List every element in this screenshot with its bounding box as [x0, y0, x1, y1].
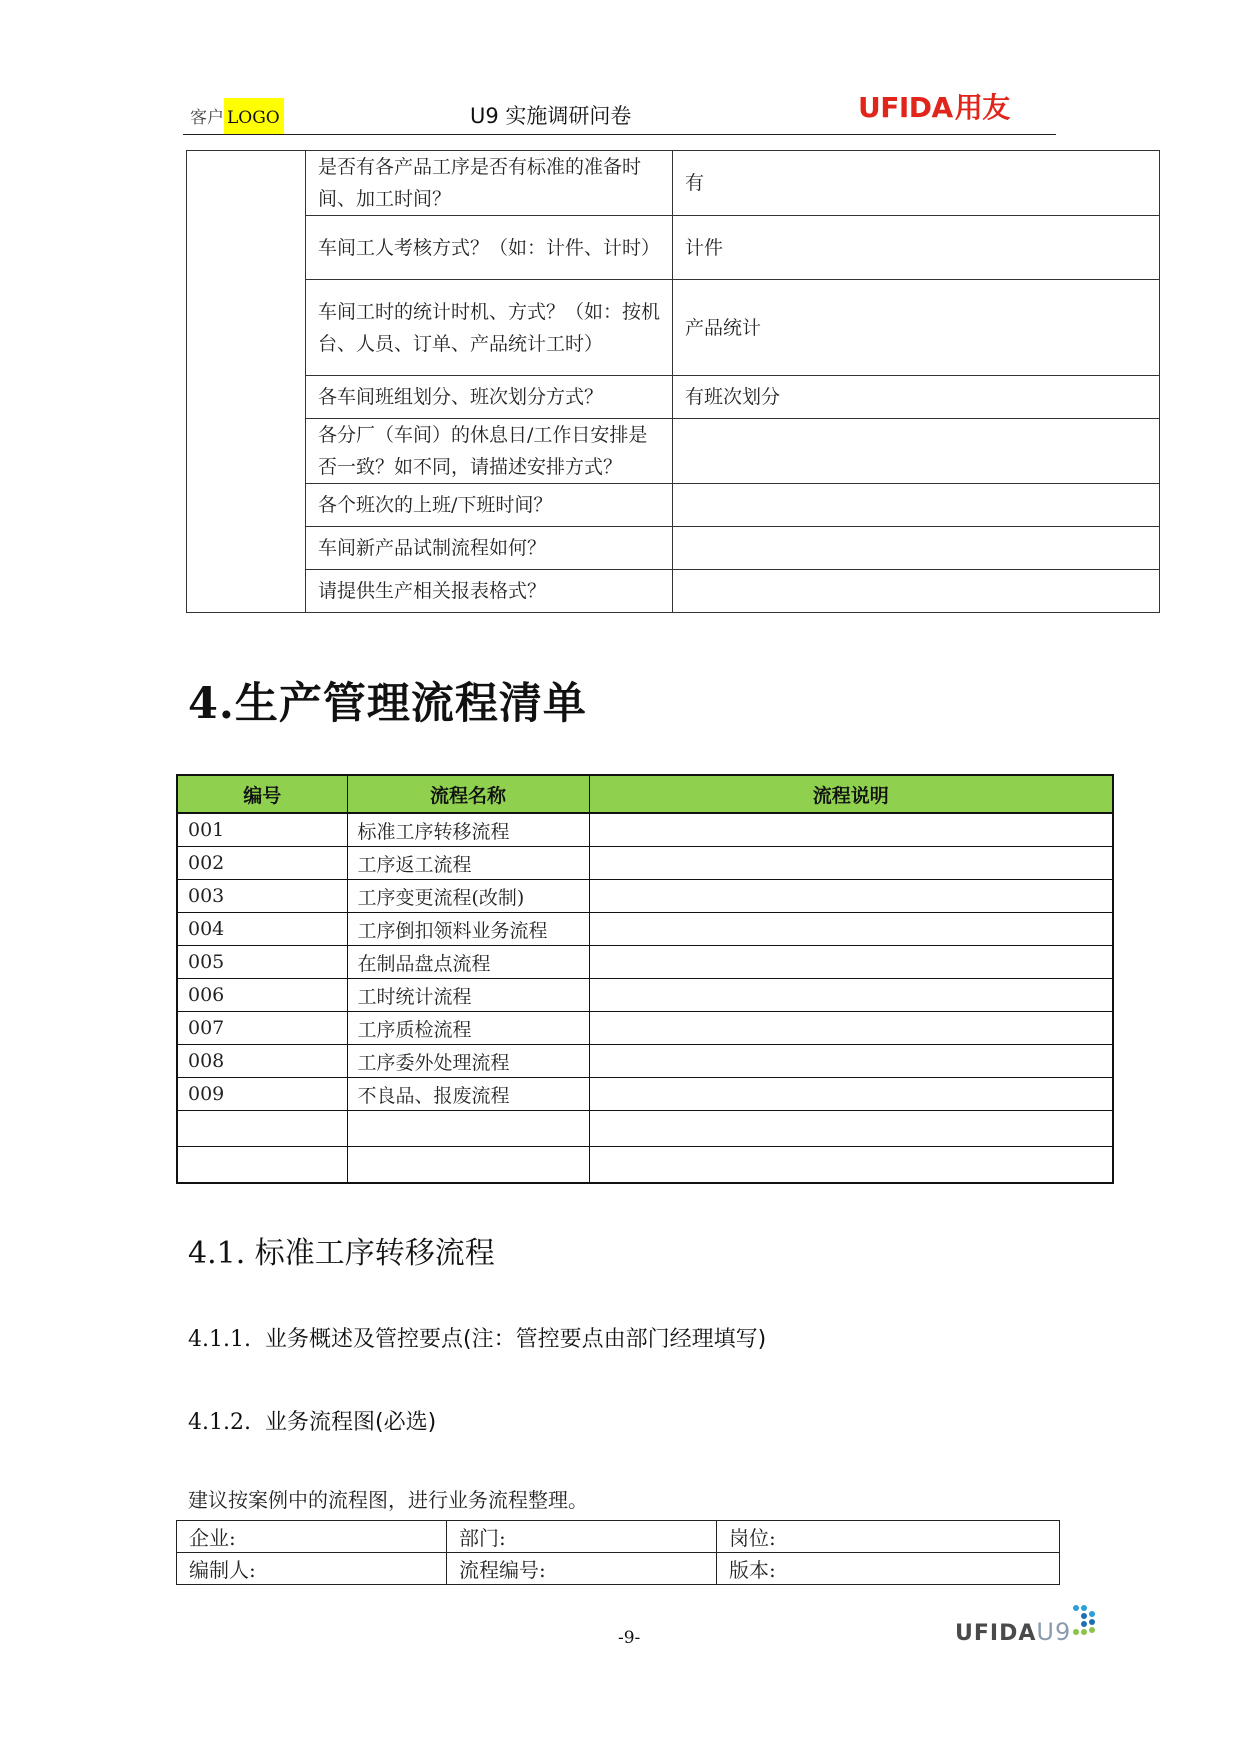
table-row: [187, 280, 1160, 376]
process-name: 工序返工流程: [347, 847, 589, 880]
table-header-row: [177, 775, 1113, 813]
process-id: 002: [177, 847, 347, 880]
question-cell: 各个班次的上班/下班时间？: [306, 484, 673, 527]
question-cell: 车间工时的统计时机、方式？（如：按机台、人员、订单、产品统计工时）: [306, 280, 673, 376]
column-header-id: 编号: [177, 775, 347, 813]
answer-cell[interactable]: 产品统计: [673, 280, 1160, 376]
process-id: 001: [177, 813, 347, 847]
table-row: [177, 1045, 1113, 1078]
table-row: [187, 527, 1160, 570]
table-row: [187, 484, 1160, 527]
table-row: [187, 419, 1160, 484]
ufida-brand-logo: [858, 86, 1010, 126]
brand-cn: 用友: [954, 91, 1010, 124]
section-number: 4.1.: [188, 1236, 246, 1271]
section-title: 业务概述及管控要点(注：管控要点由部门经理填写): [264, 1327, 767, 1352]
answer-cell[interactable]: [673, 570, 1160, 613]
company-field[interactable]: 企业:: [177, 1521, 447, 1553]
process-desc[interactable]: [589, 847, 1113, 880]
process-name: 标准工序转移流程: [347, 813, 589, 847]
section-title: 业务流程图(必选): [264, 1410, 437, 1435]
process-name[interactable]: [347, 1111, 589, 1147]
process-list-table: [176, 774, 1114, 1184]
brand-latin: UFIDA: [858, 91, 953, 124]
process-name[interactable]: [347, 1147, 589, 1183]
table-row: [187, 376, 1160, 419]
section-number: 4.1.1.: [188, 1327, 251, 1352]
section-4-1-2-heading: [188, 1405, 436, 1436]
header-divider: [183, 134, 1056, 135]
process-id: 005: [177, 946, 347, 979]
answer-cell[interactable]: 有班次划分: [673, 376, 1160, 419]
page-number: -9-: [618, 1628, 641, 1648]
category-cell: [187, 151, 306, 613]
footer-logo-u9: U9: [1036, 1618, 1072, 1646]
process-id: 008: [177, 1045, 347, 1078]
answer-cell[interactable]: 有: [673, 151, 1160, 216]
process-name: 工序委外处理流程: [347, 1045, 589, 1078]
column-header-name: 流程名称: [347, 775, 589, 813]
process-id: 003: [177, 880, 347, 913]
client-label: 客户: [190, 108, 224, 128]
process-name: 工序质检流程: [347, 1012, 589, 1045]
client-logo-label: [190, 103, 284, 128]
question-cell: 车间工人考核方式？（如：计件、计时）: [306, 216, 673, 280]
table-row: [187, 151, 1160, 216]
table-row: [177, 1078, 1113, 1111]
process-id[interactable]: [177, 1147, 347, 1183]
position-field[interactable]: 岗位:: [717, 1521, 1060, 1553]
process-name: 在制品盘点流程: [347, 946, 589, 979]
u9-dots-icon: [1070, 1604, 1100, 1638]
answer-cell[interactable]: [673, 419, 1160, 484]
question-cell: 车间新产品试制流程如何？: [306, 527, 673, 570]
guidance-note: 建议按案例中的流程图，进行业务流程整理。: [188, 1488, 588, 1512]
process-desc[interactable]: [589, 1078, 1113, 1111]
department-field[interactable]: 部门:: [447, 1521, 717, 1553]
table-row: [187, 570, 1160, 613]
process-id: 009: [177, 1078, 347, 1111]
section-number: 4.1.2.: [188, 1410, 251, 1435]
table-row: [177, 847, 1113, 880]
table-row: [187, 216, 1160, 280]
table-row: [177, 880, 1113, 913]
process-name: 不良品、报废流程: [347, 1078, 589, 1111]
process-desc[interactable]: [589, 813, 1113, 847]
process-id: 007: [177, 1012, 347, 1045]
flow-info-table: [176, 1520, 1060, 1585]
answer-cell[interactable]: [673, 484, 1160, 527]
question-cell: 各分厂（车间）的休息日/工作日安排是否一致？如不同，请描述安排方式？: [306, 419, 673, 484]
process-id: 006: [177, 979, 347, 1012]
table-row: [177, 1111, 1113, 1147]
question-cell: 是否有各产品工序是否有标准的准备时间、加工时间？: [306, 151, 673, 216]
table-row: [177, 946, 1113, 979]
author-field[interactable]: 编制人:: [177, 1553, 447, 1585]
ufida-u9-logo: [955, 1618, 1071, 1646]
table-row: [177, 1521, 1060, 1553]
question-cell: 各车间班组划分、班次划分方式？: [306, 376, 673, 419]
process-desc[interactable]: [589, 979, 1113, 1012]
table-row: [177, 813, 1113, 847]
process-desc[interactable]: [589, 946, 1113, 979]
column-header-desc: 流程说明: [589, 775, 1113, 813]
section-number: 4.: [188, 679, 235, 729]
table-row: [177, 1012, 1113, 1045]
process-desc[interactable]: [589, 1045, 1113, 1078]
section-4-1-1-heading: [188, 1322, 766, 1353]
answer-cell[interactable]: 计件: [673, 216, 1160, 280]
answer-cell[interactable]: [673, 527, 1160, 570]
process-desc[interactable]: [589, 880, 1113, 913]
flow-number-field[interactable]: 流程编号:: [447, 1553, 717, 1585]
footer-logo-latin: UFIDA: [955, 1621, 1037, 1646]
survey-table: [186, 150, 1160, 613]
question-cell: 请提供生产相关报表格式？: [306, 570, 673, 613]
table-row: [177, 979, 1113, 1012]
process-id[interactable]: [177, 1111, 347, 1147]
process-desc[interactable]: [589, 913, 1113, 946]
table-row: [177, 1553, 1060, 1585]
process-desc[interactable]: [589, 1147, 1113, 1183]
section-title: 标准工序转移流程: [254, 1236, 495, 1271]
process-desc[interactable]: [589, 1111, 1113, 1147]
logo-placeholder: LOGO: [224, 98, 284, 134]
section-4-1-heading: [188, 1228, 495, 1272]
version-field[interactable]: 版本:: [717, 1553, 1060, 1585]
document-title: U9 实施调研问卷: [470, 104, 632, 128]
table-row: [177, 913, 1113, 946]
process-name: 工序倒扣领料业务流程: [347, 913, 589, 946]
process-name: 工序变更流程(改制): [347, 880, 589, 913]
process-id: 004: [177, 913, 347, 946]
section-title: 生产管理流程清单: [234, 679, 587, 729]
table-row: [177, 1147, 1113, 1183]
section-4-heading: [188, 670, 587, 731]
process-name: 工时统计流程: [347, 979, 589, 1012]
process-desc[interactable]: [589, 1012, 1113, 1045]
